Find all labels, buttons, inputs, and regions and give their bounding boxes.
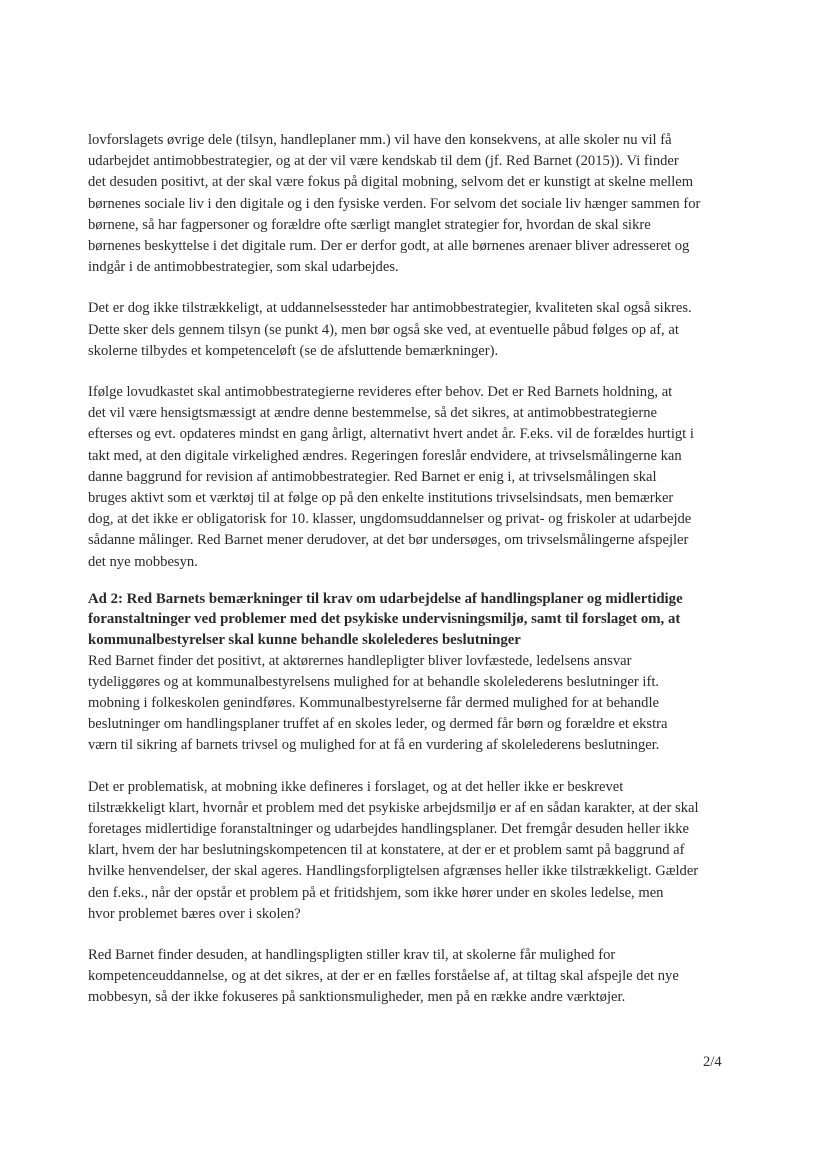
heading-line: foranstaltninger ved problemer med det psykiske undervisningsmiljø, samt til forslaget om, at (88, 611, 681, 628)
heading-line: Ad 2: Red Barnets bemærkninger til krav om udarbejdelse af handlingsplaner og midlertidige (88, 590, 683, 607)
text-line: Ifølge lovudkastet skal antimobbestrategierne revideres efter behov. Det er Red Barnets holdning, at (88, 384, 673, 401)
text-line: Red Barnet finder desuden, at handlingspligten stiller krav til, at skolerne får mulighed for (88, 947, 616, 964)
text-line: beslutninger om handlingsplaner truffet af en skoles leder, og dermed får børn og forældre et ekstra (88, 716, 668, 733)
text-line: Dette sker dels gennem tilsyn (se punkt 4), men bør også ske ved, at eventuelle påbud følges op af, at (88, 321, 679, 338)
paragraph-handlepligter (88, 651, 740, 757)
text-line: børnenes beskyttelse i det digitale rum. Der er derfor godt, at alle børnenes arenaer bliver adresseret og (88, 238, 690, 255)
page-number: 2/4 (703, 1054, 722, 1070)
text-line: lovforslagets øvrige dele (tilsyn, handleplaner mm.) vil have den konsekvens, at alle skoler nu vil få (88, 132, 672, 148)
text-line: mobning i folkeskolen genindføres. Kommunalbestyrelserne får dermed mulighed for at behandle (88, 695, 660, 712)
paragraph-definition (88, 777, 740, 925)
text-line: hvilke henvendelser, der skal ageres. Handlingsforpligtelsen afgrænses heller ikke tilstrækkeligt. Gælder (88, 863, 699, 880)
text-line: den f.eks., når der opstår et problem på et fritidshjem, som ikke hører under en skoles ledelse, men (88, 884, 664, 901)
text-line: tilstrækkeligt klart, hvornår et problem med det psykiske arbejdsmiljø er af en sådan karakter, at der skal (88, 799, 699, 816)
text-line: det vil være hensigtsmæssigt at ændre denne bestemmelse, så det sikres, at antimobbestrategierne (88, 405, 658, 422)
text-line: værn til sikring af barnets trivsel og mulighed for at få en vurdering af skolelederens beslutninger. (88, 737, 660, 754)
text-line: Det er problematisk, at mobning ikke defineres i forslaget, og at det heller ikke er beskrevet (88, 778, 624, 795)
text-line: Red Barnet finder det positivt, at aktørernes handlepligter bliver lovfæstede, ledelsens ansvar (88, 652, 632, 669)
paragraph-competence (88, 945, 740, 1009)
text-line: udarbejdet antimobbestrategier, og at der vil være kendskab til dem (jf. Red Barnet (2015)). Vi finder (88, 153, 679, 170)
text-line: det desuden positivt, at der skal være fokus på digital mobning, selvom det er kunstigt at skelne mellem (88, 174, 694, 191)
text-line: mobbesyn, så der ikke fokuseres på sanktionsmuligheder, men på en række andre værktøjer. (88, 989, 626, 1006)
text-line: børnene, så har fagpersoner og forældre ofte særligt manglet strategier for, hvordan de skal sikre (88, 216, 651, 233)
paragraph-digital-bullying (88, 130, 740, 278)
text-line: bruges aktivt som et værktøj til at følge op på den enkelte institutions trivselsindsats, men bemærker (88, 490, 674, 507)
paragraph-revision (88, 382, 740, 573)
text-line: kompetenceuddannelse, og at det sikres, at der er en fælles forståelse af, at tiltag skal afspejle det nye (88, 968, 679, 985)
text-line: indgår i de antimobbestrategier, som skal udarbejdes. (88, 259, 399, 276)
text-line: efterses og evt. opdateres mindst en gang årligt, alternativt hvert andet år. F.eks. vil de forældes hurtigt i (88, 426, 694, 443)
text-line: klart, hvem der har beslutningskompetencen til at konstatere, at der er et problem samt på baggrund af (88, 842, 685, 859)
text-line: hvor problemet bæres over i skolen? (88, 905, 301, 922)
text-line: Det er dog ikke tilstrækkeligt, at uddannelsessteder har antimobbestrategier, kvaliteten skal også sikres. (88, 300, 692, 317)
text-line: foretages midlertidige foranstaltninger og udarbejdes handlingsplaner. Det fremgår desuden heller ikke (88, 821, 689, 838)
paragraph-quality (88, 298, 740, 362)
text-line: sådanne målinger. Red Barnet mener derudover, at det bør undersøges, om trivselsmålingerne afspejler (88, 532, 689, 549)
document-body (88, 130, 740, 1029)
section-heading (88, 589, 740, 651)
text-line: dog, at det ikke er obligatorisk for 10. klasser, ungdomsuddannelser og privat- og friskoler at udarbejde (88, 511, 692, 528)
text-line: tydeliggøres og at kommunalbestyrelsens mulighed for at behandle skolelederens beslutninger ift. (88, 673, 660, 690)
text-line: skolerne tilbydes et kompetenceløft (se de afsluttende bemærkninger). (88, 342, 499, 359)
text-line: børnenes sociale liv i den digitale og i den fysiske verden. For selvom det sociale liv hænger sammen for (88, 195, 701, 212)
heading-line: kommunalbestyrelser skal kunne behandle skolelederes beslutninger (88, 632, 521, 649)
text-line: takt med, at den digitale virkelighed ændres. Regeringen foreslår endvidere, at trivselsmålingerne kan (88, 447, 682, 464)
text-line: det nye mobbesyn. (88, 553, 198, 570)
text-line: danne baggrund for revision af antimobbestrategier. Red Barnet er enig i, at trivselsmålingen skal (88, 468, 657, 485)
